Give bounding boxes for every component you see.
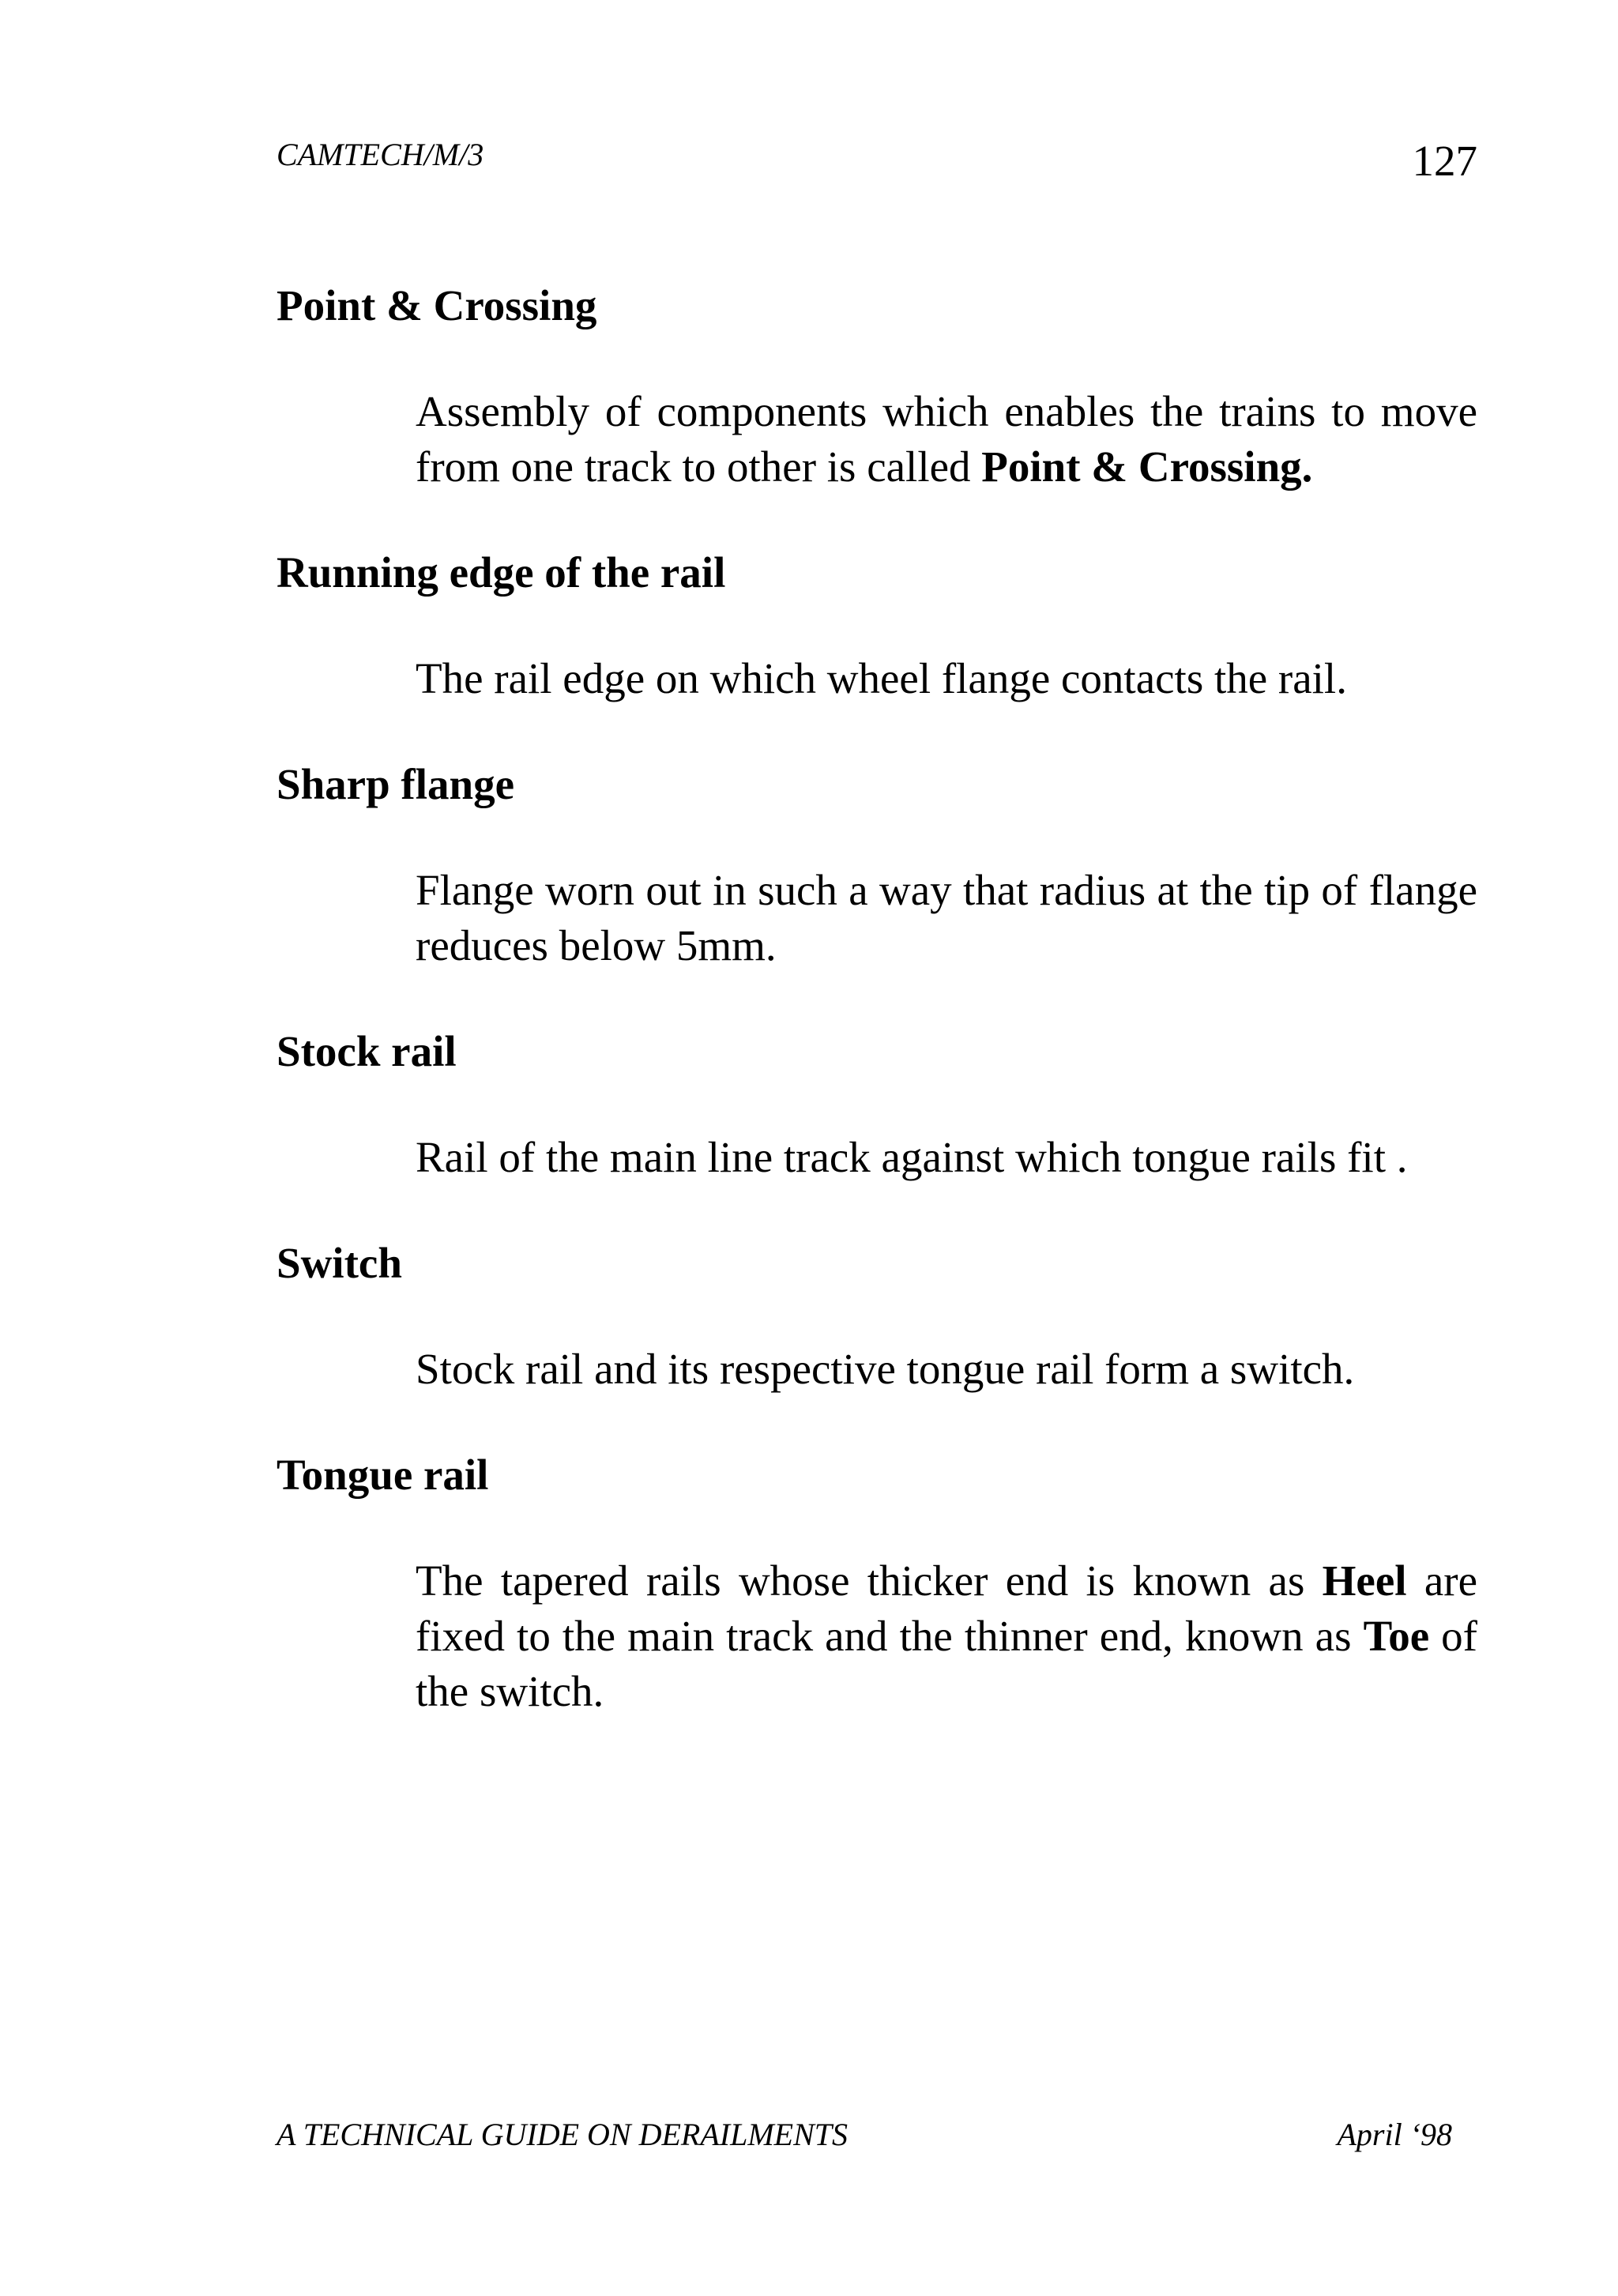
term-switch: Switch <box>277 1239 402 1287</box>
term-tongue-rail: Tongue rail <box>277 1451 489 1499</box>
page-number: 127 <box>1412 137 1477 185</box>
definition-switch <box>416 1342 1477 1397</box>
term-stock-rail: Stock rail <box>277 1027 457 1075</box>
definition-text: Rail of the main line track against which tongue rails fit . <box>416 1133 1408 1181</box>
definition-text: Flange worn out in such a way that radius at the tip of flange reduces below 5mm. <box>416 866 1477 969</box>
definition-sharp-flange <box>416 863 1477 973</box>
definition-text: Stock rail and its respective tongue rail form a switch. <box>416 1345 1355 1393</box>
document-code: CAMTECH/M/3 <box>277 137 484 172</box>
definition-bold-term: Point & Crossing. <box>981 442 1313 491</box>
glossary <box>277 278 1477 1770</box>
definition-stock-rail <box>416 1130 1477 1185</box>
definition-bold-toe: Toe <box>1363 1612 1430 1660</box>
definition-text: Assembly of components which enables the trains to move from one track to other is called <box>416 387 1477 491</box>
definition-text: are fixed to the main track and the thinner end, known as <box>416 1556 1477 1660</box>
definition-point-crossing <box>416 384 1477 495</box>
definition-tongue-rail <box>416 1553 1477 1719</box>
term-point-crossing: Point & Crossing <box>277 281 597 329</box>
definition-text: The tapered rails whose thicker end is known as <box>416 1556 1323 1605</box>
definition-text: of the switch. <box>416 1612 1477 1715</box>
definition-running-edge <box>416 651 1477 706</box>
term-sharp-flange: Sharp flange <box>277 760 515 808</box>
definition-bold-heel: Heel <box>1322 1556 1407 1605</box>
definition-text: The rail edge on which wheel flange contacts the rail. <box>416 654 1347 702</box>
term-running-edge: Running edge of the rail <box>277 548 726 597</box>
footer-date: April ‘98 <box>1337 2117 1452 2152</box>
footer-title: A TECHNICAL GUIDE ON DERAILMENTS <box>277 2117 849 2152</box>
